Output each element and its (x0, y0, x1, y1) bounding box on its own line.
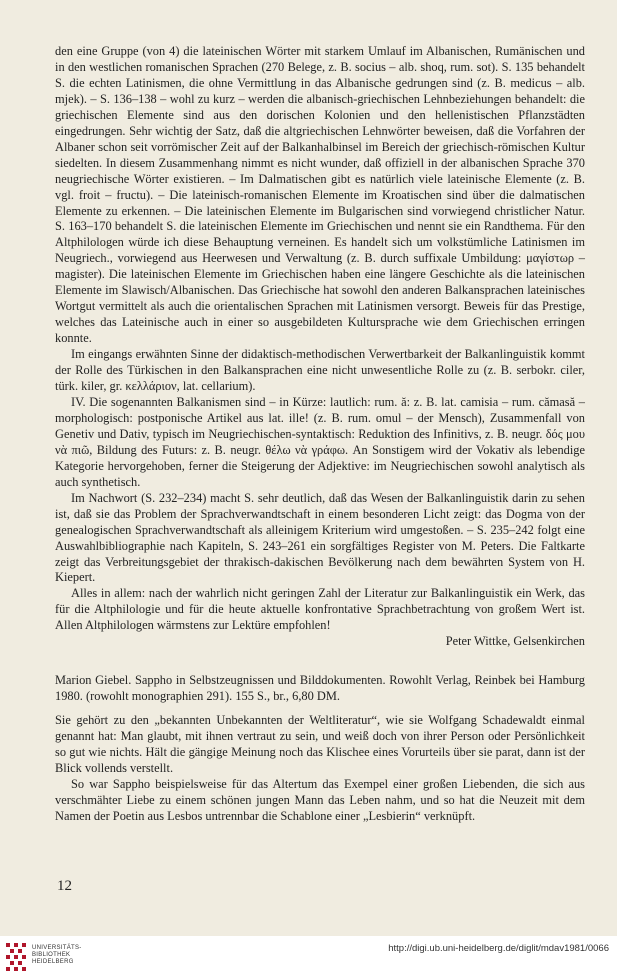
review-citation: Marion Giebel. Sappho in Selbstzeugnissen und Bilddokumenten. Rowohlt Verlag, Reinbek bei Hamburg 1980. (rowohlt monographien 291). 155 S., br., 6,80 DM. (55, 673, 585, 704)
paragraph-turkish: Im eingangs erwähnten Sinne der didaktisch-methodischen Verwertbarkeit der Balkanlinguistik kommt der Rolle des Türkischen in den Balkansprachen eine nicht unwesentliche Rolle zu (z. B. serbokr. ciler, türk. kiler, gr. κελλάριον, lat. cellarium). (55, 347, 585, 394)
text-column (55, 44, 585, 825)
review-signature: Peter Wittke, Gelsenkirchen (445, 634, 585, 649)
library-name: UNIVERSITÄTS- BIBLIOTHEK HEIDELBERG (32, 945, 82, 965)
paragraph-conclusion: Alles in allem: nach der wahrlich nicht geringen Zahl der Literatur zur Balkanlinguistik ein Werk, das für die Altphilologie und für die heute aktuelle konfrontative Sprachbetrachtung von großem Wert ist. Allen Altphilologen wärmstens zur Lektüre empfohlen! (55, 586, 585, 633)
university-library-logo-icon (4, 941, 28, 973)
source-url-link[interactable]: http://digi.ub.uni-heidelberg.de/diglit/mdav1981/0066 (388, 943, 609, 954)
review-paragraph-2: So war Sappho beispielsweise für das Altertum das Exempel einer großen Liebenden, die sich aus verschmähter Liebe zu einem schönen jungen Mann das Leben nahm, und so hat die Neuzeit mit dem Namen der Poetin aus Lesbos untrennbar die Schablone einer „Lesbierin“ verknüpft. (55, 776, 585, 823)
paragraph-balkanisms: IV. Die sogenannten Balkanismen sind – in Kürze: lautlich: rum. ă: z. B. lat. camisia – rum. cămasă – morphologisch: postponische Artikel aus lat. ille! (z. B. rum. omul – der Mensch), Zusammenfall von Genetiv und Dativ, typisch im Neugriechischen-syntaktisch: Reduktion des Infinitivs, z. B. neugr. δός μου νὰ πιῶ, Bildung des Futurs: z. B. neugr. θέλω νὰ γράφω. An Sonstigem wird der Vokativ als lebendige Kategorie hervorgehoben, ferner die Steigerung der Adjektive: im Neugriechischen sowohl analytisch als auch synthetisch. (55, 394, 585, 489)
paragraph-latin-elements: den eine Gruppe (von 4) die lateinischen Wörter mit starkem Umlauf im Albanischen, Rumänischen und in den westlichen romanischen Sprachen (270 Belege, z. B. socius – alb. shoq, rum. sot). S. 135 behandelt S. die echten Latinismen, die ohne Vermittlung in das Albanische gedrungen sind (z. B. medicus – alb. mjek). – S. 136–138 – wohl zu kurz – werden die albanisch-griechischen Lehnbeziehungen behandelt: die griechischen Elemente sind aus den dorischen Kolonien und den hellenistischen Pflanzstädten eingedrungen. Sehr wichtig der Satz, daß die altgriechischen Lehnwörter beweisen, daß die Vorfahren der Albaner schon seit vorrömischer Zeit auf der Balkanhalbinsel im Bereich der griechisch-römischen Kultur siedelten. In diesem Zusammenhang nimmt es nicht wunder, daß offiziell in der albanischen Sprache 370 neugriechische Wörter existieren. – Im Dalmatischen gibt es natürlich viele lateinische Elemente (z. B. vgl. froit – fructu). – Die lateinisch-romanischen Elemente im Kroatischen sind über die dalmatischen Elemente zu erkennen. – Die lateinischen Elemente im Bulgarischen sind vorwiegend christlicher Natur. S. 163–170 behandelt S. die lateinischen Elemente im Griechischen und nennt sie ein Randthema. Für den Altphilologen würde ich diese Behauptung verneinen. Es handelt sich um volkstümliche Latinismen im Neugriech., vorwiegend aus Heerwesen und Verwaltung (z. B. durch suffixale Umbildung: μαγίστωρ – magister). Die lateinischen Elemente im Griechischen haben eine längere Geschichte als die lateinischen Elemente im Slawisch/Albanischen. Das Griechische hat sowohl den anderen Balkansprachen lateinisches Wortgut vermittelt als auch die orientalischen Sprachen mit Latinismen versorgt. Beweis für das Prestige, welches das Lateinische auch in einer so ausgebildeten Kultursprache wie dem Griechischen erringen konnte. (55, 44, 585, 346)
paragraph-nachwort: Im Nachwort (S. 232–234) macht S. sehr deutlich, daß das Wesen der Balkanlinguistik darin zu sehen ist, daß sie das Problem der Sprachverwandtschaft in einem besonderen Licht zeigt: das Dogma von der genealogischen Sprachverwandtschaft als alleinigem Kriterium wird umgestoßen. – S. 235–242 folgt eine Auswahlbibliographie nach Kapiteln, S. 243–261 ein sorgfältiges Register von M. Peters. Die Faltkarte zeigt das Verbreitungsgebiet der thrakisch-dakischen Bevölkerung nach dem bewährten System von H. Kiepert. (55, 490, 585, 585)
page-number: 12 (57, 878, 72, 894)
review-paragraph-1: Sie gehört zu den „bekannten Unbekannten der Weltliteratur“, wie sie Wolfgang Schadewaldt einmal genannt hat: Man glaubt, mit ihnen vertraut zu sein, und weiß doch von ihrer Person oder Persönlichkeit so gut wie nichts. Hält die gängige Meinung noch das Klischee eines Vorurteils über sie parat, dann ist der Blick vollends verstellt. (55, 713, 585, 775)
